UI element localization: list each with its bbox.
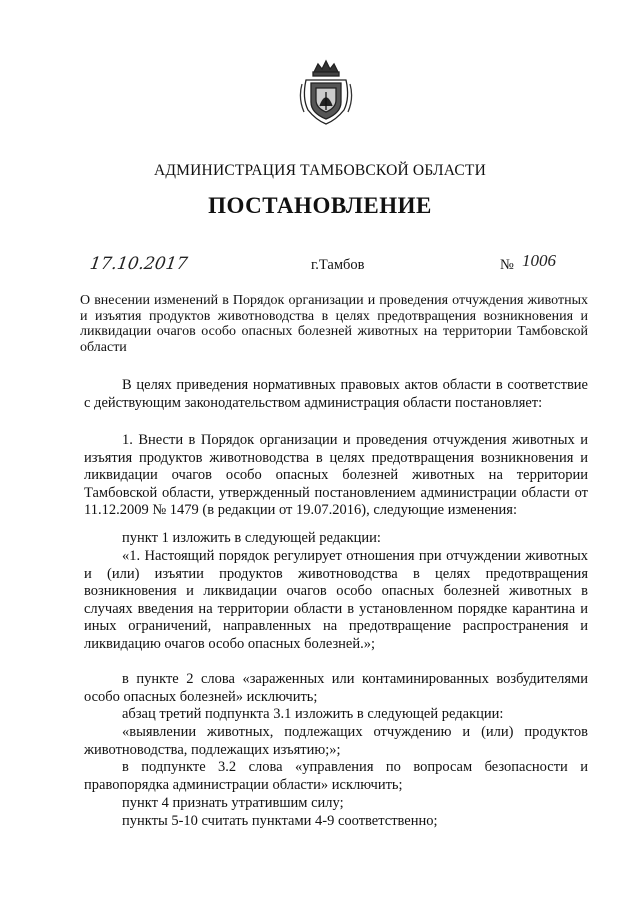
document-date: 17.10.2017 xyxy=(88,254,189,274)
document-number-label: № xyxy=(500,257,514,273)
tambov-coat-of-arms-icon xyxy=(298,58,354,128)
body-paragraph-preamble: В целях приведения нормативных правовых актов области в соответствие с действующим законодательством администрация области постановляет: xyxy=(84,377,588,411)
document-city: г.Тамбов xyxy=(311,257,365,273)
body-paragraph-quote: «выявлении животных, подлежащих отчуждению и (или) продуктов животноводства, подлежащих изъятию;»; xyxy=(84,724,588,758)
body-paragraph: в подпункте 3.2 слова «управления по вопросам безопасности и правопорядка администрации области» исключить; xyxy=(84,759,588,793)
document-subject: О внесении изменений в Порядок организации и проведения отчуждения животных и изъятия продуктов животноводства в целях предотвращения возникновения и ликвидации очагов особо опасных болезней животных на территории Тамбовской области xyxy=(80,293,588,355)
body-paragraph: пункт 4 признать утратившим силу; xyxy=(122,795,344,811)
body-paragraph: в пункте 2 слова «зараженных или контаминированных возбудителями особо опасных болезней» исключить; xyxy=(84,671,588,705)
body-paragraph-quote: «1. Настоящий порядок регулирует отношения при отчуждении животных и (или) изъятии продуктов животноводства в целях предотвращения возникновения и ликвидации очагов особо опасных болезней животных в случаях введения на территории области в установленном порядке карантина и иных ограничений, направленных на предотвращение распространения и ликвидацию очагов особо опасных болезней.»; xyxy=(84,548,588,652)
document-type: ПОСТАНОВЛЕНИЕ xyxy=(208,193,432,218)
organization-name: АДМИНИСТРАЦИЯ ТАМБОВСКОЙ ОБЛАСТИ xyxy=(154,162,486,179)
document-number: 1006 xyxy=(522,251,556,270)
body-paragraph: абзац третий подпункта 3.1 изложить в следующей редакции: xyxy=(122,706,504,722)
body-paragraph: пункт 1 изложить в следующей редакции: xyxy=(122,530,381,546)
body-paragraph-item-1: 1. Внести в Порядок организации и проведения отчуждения животных и изъятия продуктов животноводства в целях предотвращения возникновения и ликвидации очагов особо опасных болезней животных на территории Тамбовской области, утвержденный постановлением администрации области от 11.12.2009 № 1479 (в редакции от 19.07.2016), следующие изменения: xyxy=(84,432,588,519)
body-paragraph: пункты 5-10 считать пунктами 4-9 соответственно; xyxy=(122,813,438,829)
